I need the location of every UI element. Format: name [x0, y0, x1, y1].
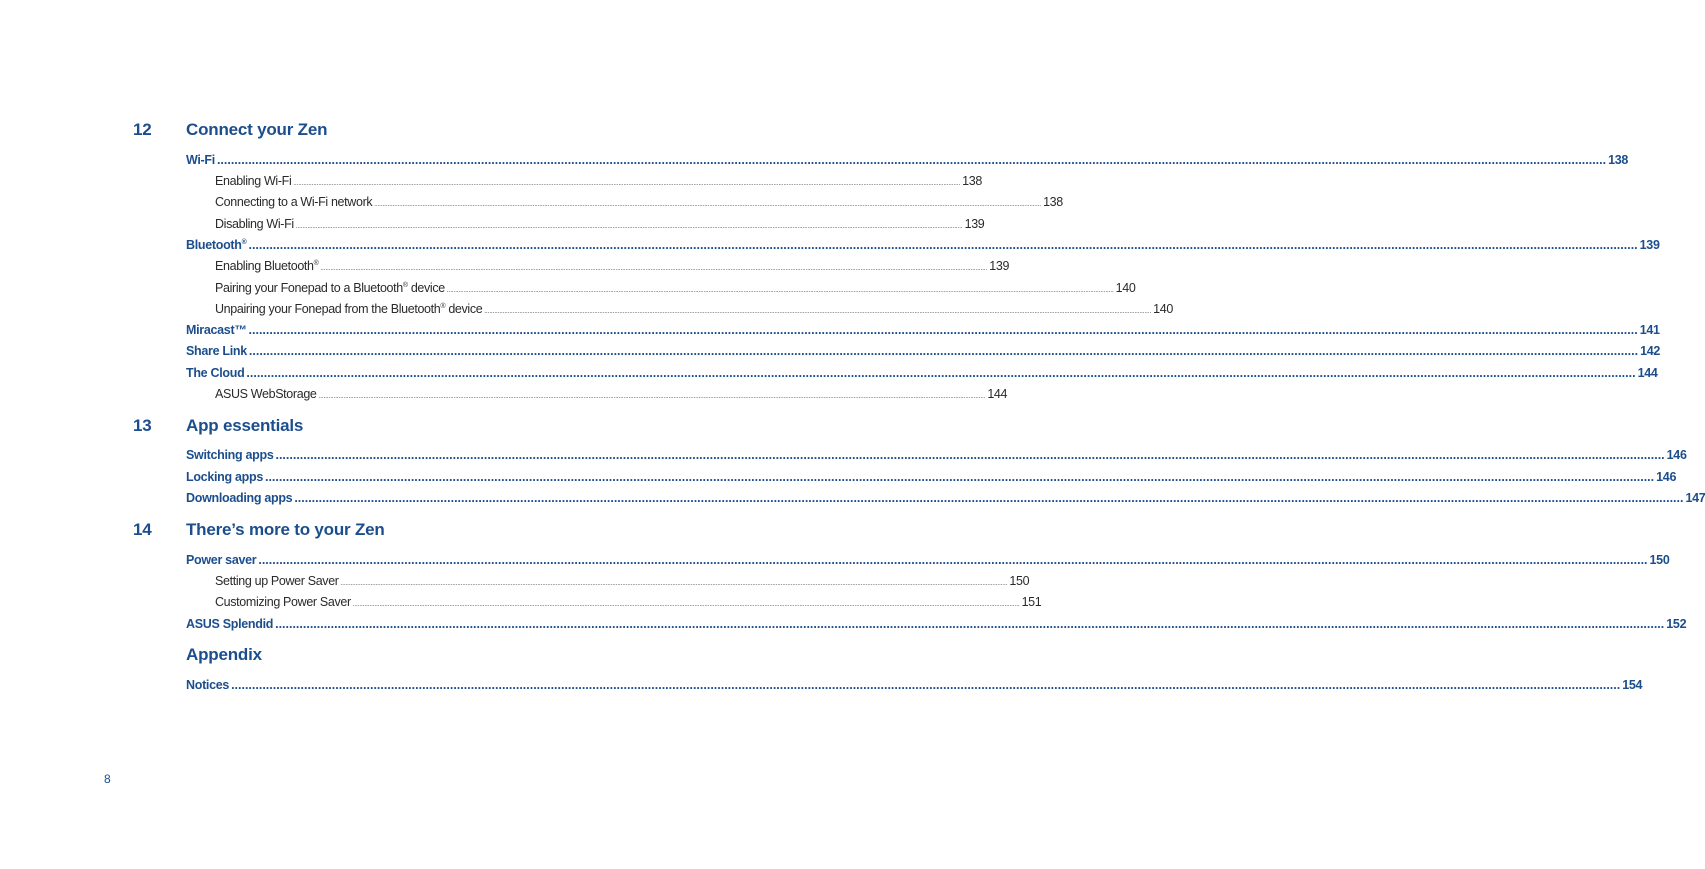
registered-mark: ® [313, 260, 319, 267]
toc-page-number: 147 [1685, 491, 1705, 505]
toc-page-number: 142 [1640, 344, 1661, 358]
toc-entry-label: Power saver [186, 553, 257, 567]
chapter-title: There’s more to your Zen [186, 520, 385, 539]
toc-entry-label: Customizing Power Saver [215, 595, 351, 609]
toc-page-number: 151 [1021, 595, 1042, 609]
chapter-heading [0, 645, 869, 669]
toc-entry-label: ASUS WebStorage [215, 387, 317, 401]
toc-page-number: 150 [1649, 553, 1670, 567]
toc-entry-label: Unpairing your Fonepad from the Bluetooth® device [215, 302, 483, 316]
leader-dots: ................................................................................................................................................................................................................................................................................................................................................................................................................ [248, 238, 1638, 252]
toc-subentry[interactable] [215, 217, 985, 235]
toc-entry-label: Enabling Wi-Fi [215, 174, 292, 188]
leader-dots: ................................................................................................................................................................................................................................................................................................................................................................................................................ [264, 470, 1655, 484]
leader-dots: ................................................................................................................................................................................................................................................................................................................................................................................................................ [294, 491, 1684, 505]
page-number: 8 [104, 772, 111, 786]
toc-entry[interactable] [186, 366, 1658, 384]
toc-entry-label: Wi-Fi [186, 153, 215, 167]
toc-entry-label: Bluetooth® [186, 238, 247, 252]
toc-page-number: 146 [1656, 470, 1677, 484]
toc-page-number: 138 [962, 174, 982, 188]
toc-entry-label: Miracast™ [186, 323, 247, 337]
leader-dots: ................................................................................................................................................................................................................................................................................................................................................................................................................ [216, 153, 1607, 167]
toc-subentry[interactable] [215, 259, 1010, 277]
leader-dots: ................................................................................................................................................................................................................................................................................................................................................................................................................ [340, 581, 1008, 587]
chapter-title: Appendix [186, 645, 262, 664]
toc-entry-label: Share Link [186, 344, 247, 358]
leader-dots: ................................................................................................................................................................................................................................................................................................................................................................................................................ [484, 309, 1152, 315]
toc-entry[interactable] [186, 344, 1661, 362]
chapter-heading [0, 416, 869, 440]
toc-page-number: 150 [1009, 574, 1030, 588]
toc-entry-label: Disabling Wi-Fi [215, 217, 294, 231]
toc-entry-label: Setting up Power Saver [215, 574, 339, 588]
leader-dots: ................................................................................................................................................................................................................................................................................................................................................................................................................ [231, 678, 1621, 692]
toc-page-number: 139 [1639, 238, 1660, 252]
toc-entry[interactable] [186, 153, 1629, 171]
leader-dots: ................................................................................................................................................................................................................................................................................................................................................................................................................ [246, 366, 1636, 380]
toc-subentry[interactable] [215, 174, 982, 192]
leader-dots: ................................................................................................................................................................................................................................................................................................................................................................................................................ [320, 266, 988, 272]
toc-page-number: 146 [1666, 448, 1687, 462]
toc-page-number: 144 [987, 387, 1008, 401]
chapter-title: Connect your Zen [186, 120, 328, 139]
leader-dots: ................................................................................................................................................................................................................................................................................................................................................................................................................ [318, 394, 986, 400]
toc-entry[interactable] [186, 323, 1660, 341]
toc-entry[interactable] [186, 448, 1687, 466]
toc-entry[interactable] [186, 470, 1677, 488]
toc-page-number: 154 [1622, 678, 1643, 692]
registered-mark: ® [241, 239, 247, 246]
toc-entry-label: Locking apps [186, 470, 263, 484]
toc-page-number: 140 [1115, 281, 1136, 295]
toc-entry[interactable] [186, 553, 1670, 571]
chapter-title: App essentials [186, 416, 304, 435]
leader-dots: ................................................................................................................................................................................................................................................................................................................................................................................................................ [295, 224, 963, 230]
registered-mark: ® [440, 303, 446, 310]
chapter-heading [0, 520, 869, 544]
chapter-number: 14 [133, 520, 152, 539]
toc-subentry[interactable] [215, 595, 1042, 613]
toc-entry[interactable] [186, 238, 1660, 256]
toc-entry-label: Switching apps [186, 448, 274, 462]
chapter-number: 13 [133, 416, 152, 435]
leader-dots: ................................................................................................................................................................................................................................................................................................................................................................................................................ [275, 617, 1665, 631]
toc-page-number: 139 [989, 259, 1010, 273]
toc-page-number: 140 [1153, 302, 1173, 316]
leader-dots: ................................................................................................................................................................................................................................................................................................................................................................................................................ [446, 288, 1114, 294]
toc-entry[interactable] [186, 617, 1687, 635]
toc-page-number: 141 [1639, 323, 1660, 337]
leader-dots: ................................................................................................................................................................................................................................................................................................................................................................................................................ [248, 323, 1638, 337]
toc-entry-label: ASUS Splendid [186, 617, 274, 631]
toc-entry-label: Connecting to a Wi-Fi network [215, 195, 373, 209]
toc-entry-label: Enabling Bluetooth® [215, 259, 319, 273]
toc-subentry[interactable] [215, 574, 1030, 592]
toc-entry-label: Pairing your Fonepad to a Bluetooth® device [215, 281, 445, 295]
leader-dots: ................................................................................................................................................................................................................................................................................................................................................................................................................ [258, 553, 1648, 567]
toc-entry-label: The Cloud [186, 366, 245, 380]
toc-entry-label: Notices [186, 678, 230, 692]
leader-dots: ................................................................................................................................................................................................................................................................................................................................................................................................................ [275, 448, 1665, 462]
toc-subentry[interactable] [215, 281, 1136, 299]
toc-page-number: 138 [1043, 195, 1063, 209]
toc-entry-label: Downloading apps [186, 491, 293, 505]
toc-page-number: 138 [1608, 153, 1629, 167]
leader-dots: ................................................................................................................................................................................................................................................................................................................................................................................................................ [352, 602, 1020, 608]
toc-page-number: 144 [1637, 366, 1658, 380]
toc-subentry[interactable] [215, 195, 1063, 213]
toc-subentry[interactable] [215, 387, 1008, 405]
leader-dots: ................................................................................................................................................................................................................................................................................................................................................................................................................ [374, 202, 1042, 208]
toc-entry[interactable] [186, 678, 1643, 696]
toc-page-number: 152 [1666, 617, 1687, 631]
registered-mark: ® [402, 282, 408, 289]
chapter-heading [0, 120, 869, 144]
toc-entry[interactable] [186, 491, 1705, 509]
leader-dots: ................................................................................................................................................................................................................................................................................................................................................................................................................ [293, 181, 961, 187]
toc-page-number: 139 [964, 217, 985, 231]
leader-dots: ................................................................................................................................................................................................................................................................................................................................................................................................................ [248, 344, 1639, 358]
toc-subentry[interactable] [215, 302, 1173, 320]
chapter-number: 12 [133, 120, 152, 139]
